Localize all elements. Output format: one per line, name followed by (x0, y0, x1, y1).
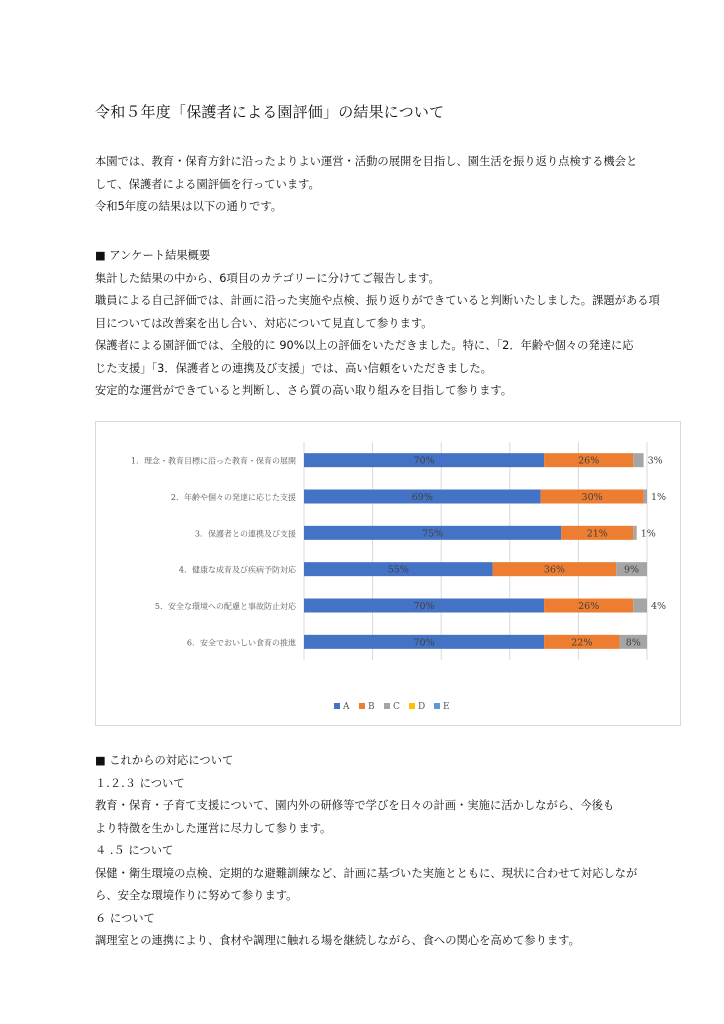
category-label: 5．安全な環境への配慮と事故防止対応 (154, 602, 296, 611)
data-label: 8% (625, 637, 641, 649)
legend-label: A (343, 702, 350, 712)
intro-paragraph (95, 151, 637, 219)
data-label: 75% (422, 528, 444, 540)
followup-section (95, 750, 637, 953)
followup-subheading: ６ について (95, 911, 155, 925)
data-label: 9% (624, 564, 640, 576)
legend-label: C (393, 702, 400, 712)
data-label: 1% (651, 492, 667, 503)
summary-line: じた支援」「3．保護者との連携及び支援」では、高い信頼をいただきました。 (95, 361, 492, 375)
category-label: 1．理念・教育目標に沿った教育・保育の展開 (130, 456, 296, 466)
data-label: 70% (413, 601, 435, 612)
summary-line: 職員による自己評価では、計画に沿った実施や点検、振り返りができていると判断いたしました。課題がある項 (95, 294, 660, 307)
data-label: 22% (571, 637, 593, 649)
bar-segment (633, 453, 643, 467)
data-label: 3% (647, 455, 663, 467)
bar-segment (644, 490, 647, 504)
evaluation-chart (95, 421, 681, 726)
intro-line: 令和5年度の結果は以下の通りです。 (95, 200, 283, 213)
category-label: 4．健康な成育及び疾病予防対応 (178, 565, 296, 575)
summary-line: 保護者による園評価では、全般的に 90%以上の評価をいただきました。特に、「2．年齢や個々の発達に応 (95, 339, 634, 352)
data-label: 55% (387, 564, 409, 576)
followup-line: 教育・保育・子育て支援について、園内外の研修等で学びを日々の計画・実施に活かしながら、今後も (95, 799, 615, 812)
data-label: 69% (411, 492, 433, 503)
data-label: 21% (586, 528, 608, 540)
followup-heading: ■ これからの対応について (95, 754, 234, 767)
legend-label: D (418, 702, 426, 712)
summary-line: 安定的な運営ができていると判断し、さら質の高い取り組みを目指して参ります。 (95, 384, 513, 397)
category-label: 3．保護者との連携及び支援 (194, 529, 296, 539)
bar-segment (633, 599, 647, 613)
legend-label: B (368, 702, 375, 712)
data-label: 4% (651, 601, 667, 612)
followup-line: 調理室との連携により、食材や調理に触れる場を継続しながら、食への関心を高めて参ります。 (95, 934, 580, 947)
intro-line: 本園では、教育・保育方針に沿ったよりよい運営・活動の展開を目指し、園生活を振り返り点検する機会と (95, 155, 638, 168)
data-label: 70% (413, 455, 435, 467)
data-label: 70% (413, 637, 435, 649)
intro-line: して、保護者による園評価を行っています。 (95, 177, 320, 191)
page-title: 令和５年度「保護者による園評価」の結果について (95, 103, 445, 121)
summary-line: 目については改善案を出し合い、対応について見直して参ります。 (95, 316, 433, 330)
followup-line: ら、安全な環境作りに努めて参ります。 (95, 889, 298, 902)
legend-swatch (334, 703, 340, 709)
legend-swatch (409, 703, 415, 709)
bar-segment (633, 526, 636, 540)
data-label: 26% (578, 601, 600, 612)
followup-line: 保健・衛生環境の点検、定期的な避難訓練など、計画に基づいた実施とともに、現状に合わせて対応しなが (95, 866, 638, 880)
data-label: 30% (581, 492, 603, 503)
followup-subheading: １.２.３ について (95, 776, 185, 790)
followup-subheading: ４ .５ について (95, 844, 174, 857)
summary-section (95, 245, 660, 403)
summary-line: 集計した結果の中から、6項目のカテゴリーに分けてご報告します。 (95, 271, 440, 285)
chart-svg (96, 422, 682, 727)
data-label: 1% (640, 528, 656, 540)
legend-swatch (359, 703, 365, 709)
data-label: 36% (543, 564, 565, 576)
category-label: 6．安全でおいしい食育の推進 (186, 638, 296, 648)
legend-swatch (384, 703, 390, 709)
legend-label: E (443, 702, 450, 712)
followup-line: より特徴を生かした運営に尽力して参ります。 (95, 821, 332, 835)
legend-swatch (434, 703, 440, 709)
category-label: 2．年齢や個々の発達に応じた支援 (170, 493, 296, 502)
data-label: 26% (578, 455, 600, 467)
summary-heading: ■ アンケート結果概要 (95, 249, 211, 262)
